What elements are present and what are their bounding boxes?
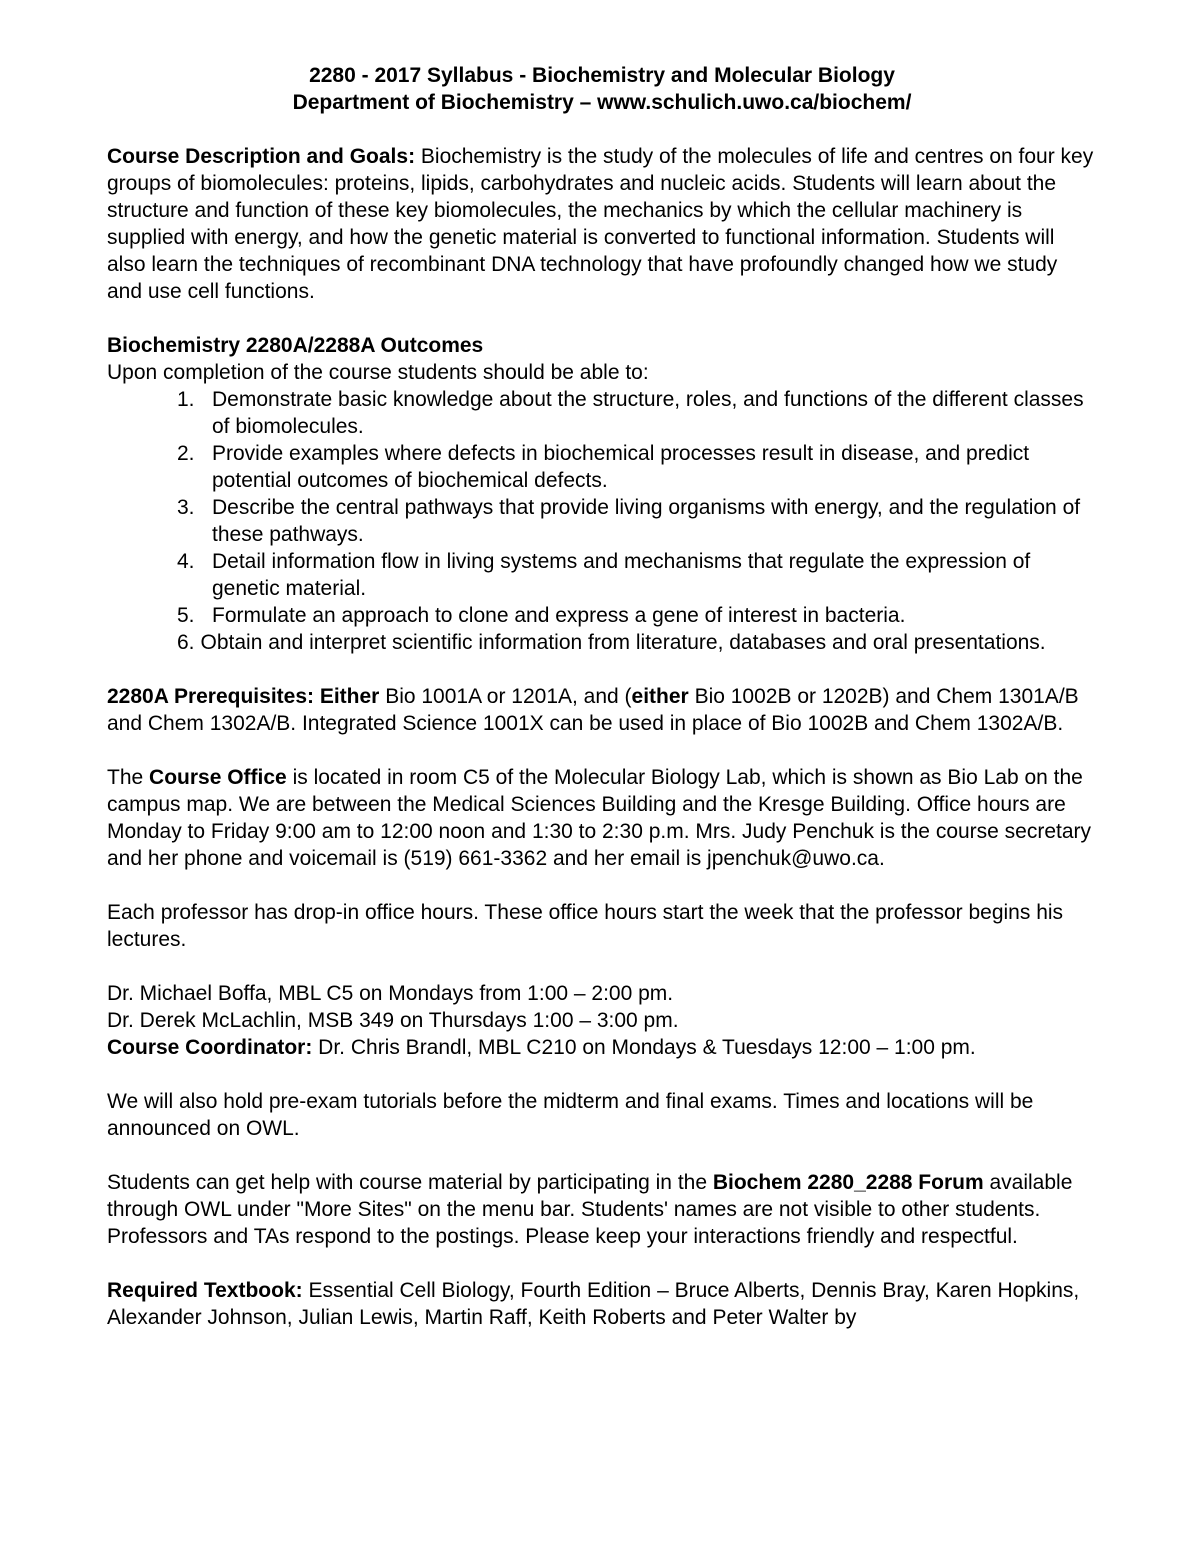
outcome-item [107,440,1097,494]
outcome-number: 5. [177,604,195,627]
course-office-paragraph [107,764,1097,872]
outcomes-heading: Biochemistry 2280A/2288A Outcomes [107,334,484,357]
forum-intro: Students can get help with course material by participating in the [107,1171,713,1194]
prerequisites-label: 2280A Prerequisites: [107,685,314,708]
course-description-paragraph [107,143,1097,305]
outcome-text: Formulate an approach to clone and express a gene of interest in bacteria. [212,604,906,627]
outcome-number: 1. [177,388,195,411]
outcome-item [107,602,1097,629]
outcomes-list [107,386,1097,629]
outcome-number: 2. [177,442,195,465]
document-header [107,62,1097,116]
outcome-text: Obtain and interpret scientific information from literature, databases and oral presentations. [200,631,1046,654]
forum-text: available through OWL under "More Sites" on the menu bar. Students' names are not visible to other students. Professors and TAs respond to the postings. Please keep your interactions friendly and respectful. [107,1171,1073,1248]
outcomes-intro: Upon completion of the course students should be able to: [107,361,649,384]
spacer [107,116,1097,143]
course-description-text: Biochemistry is the study of the molecules of life and centres on four key groups of biomolecules: proteins, lipids, carbohydrates and nucleic acids. Students will learn about the structure and function of these key biomolecules, the mechanics by which the cellular machinery is supplied with energy, and how the genetic material is converted to functional information. Students will also learn the techniques of recombinant DNA technology that have profoundly changed how we study and use cell functions. [107,145,1094,303]
outcome-number: 3. [177,496,195,519]
course-coordinator-text: Dr. Chris Brandl, MBL C210 on Mondays & Tuesdays 12:00 – 1:00 pm. [312,1036,976,1059]
outcome-item [107,548,1097,602]
textbook-paragraph [107,1277,1097,1331]
professor-hours [107,980,1097,1061]
tutorials-paragraph: We will also hold pre-exam tutorials before the midterm and final exams. Times and locations will be announced on OWL. [107,1090,1034,1140]
either-keyword: Either [319,685,380,708]
course-office-label: Course Office [149,766,287,789]
drop-in-hours-paragraph: Each professor has drop-in office hours. These office hours start the week that the professor begins his lectures. [107,901,1064,951]
prerequisites-text: Bio 1001A or 1201A, and ( [379,685,632,708]
spacer [107,872,1097,899]
spacer [107,1061,1097,1088]
professor-mclachlin: Dr. Derek McLachlin, MSB 349 on Thursdays 1:00 – 3:00 pm. [107,1009,679,1032]
outcome-item-6 [107,629,1097,656]
spacer [107,1250,1097,1277]
outcome-text: Describe the central pathways that provide living organisms with energy, and the regulation of these pathways. [212,496,1081,546]
textbook-label: Required Textbook: [107,1279,303,1302]
outcome-item [107,386,1097,440]
professor-boffa: Dr. Michael Boffa, MBL C5 on Mondays from 1:00 – 2:00 pm. [107,982,674,1005]
spacer [107,953,1097,980]
office-intro: The [107,766,150,789]
prerequisites-paragraph [107,683,1097,737]
forum-paragraph [107,1169,1097,1250]
course-coordinator [107,1034,1097,1061]
outcome-text: Demonstrate basic knowledge about the structure, roles, and functions of the different classes of biomolecules. [212,388,1084,438]
either-keyword: either [631,685,689,708]
spacer [107,1142,1097,1169]
outcome-text: Detail information flow in living systems and mechanisms that regulate the expression of genetic material. [212,550,1031,600]
forum-name: Biochem 2280_2288 Forum [712,1171,984,1194]
outcomes-section [107,332,1097,656]
syllabus-page [107,62,1097,1331]
outcome-item [107,494,1097,548]
spacer [107,656,1097,683]
course-description-label: Course Description and Goals: [107,145,416,168]
syllabus-title: 2280 - 2017 Syllabus - Biochemistry and Molecular Biology [309,64,895,87]
outcome-number: 6. [177,631,195,654]
textbook-text: Essential Cell Biology, Fourth Edition – Bruce Alberts, Dennis Bray, Karen Hopkins, Alexander Johnson, Julian Lewis, Martin Raff, Keith Roberts and Peter Walter by [107,1279,1080,1329]
spacer [107,305,1097,332]
spacer [107,737,1097,764]
course-coordinator-label: Course Coordinator: [107,1036,313,1059]
course-office-text: is located in room C5 of the Molecular Biology Lab, which is shown as Bio Lab on the campus map. We are between the Medical Sciences Building and the Kresge Building. Office hours are Monday to Friday 9:00 am to 12:00 noon and 1:30 to 2:30 p.m. Mrs. Judy Penchuk is the course secretary and her phone and voicemail is (519) 661-3362 and her email is jpenchuk@uwo.ca. [107,766,1092,870]
outcome-text: Provide examples where defects in biochemical processes result in disease, and predict potential outcomes of biochemical defects. [212,442,1030,492]
department-line: Department of Biochemistry – www.schulich.uwo.ca/biochem/ [292,91,912,114]
outcome-number: 4. [177,550,195,573]
prerequisites-text: Bio 1002B or 1202B) and Chem 1301A/B and Chem 1302A/B. Integrated Science 1001X can be used in place of Bio 1002B and Chem 1302A/B. [107,685,1079,735]
